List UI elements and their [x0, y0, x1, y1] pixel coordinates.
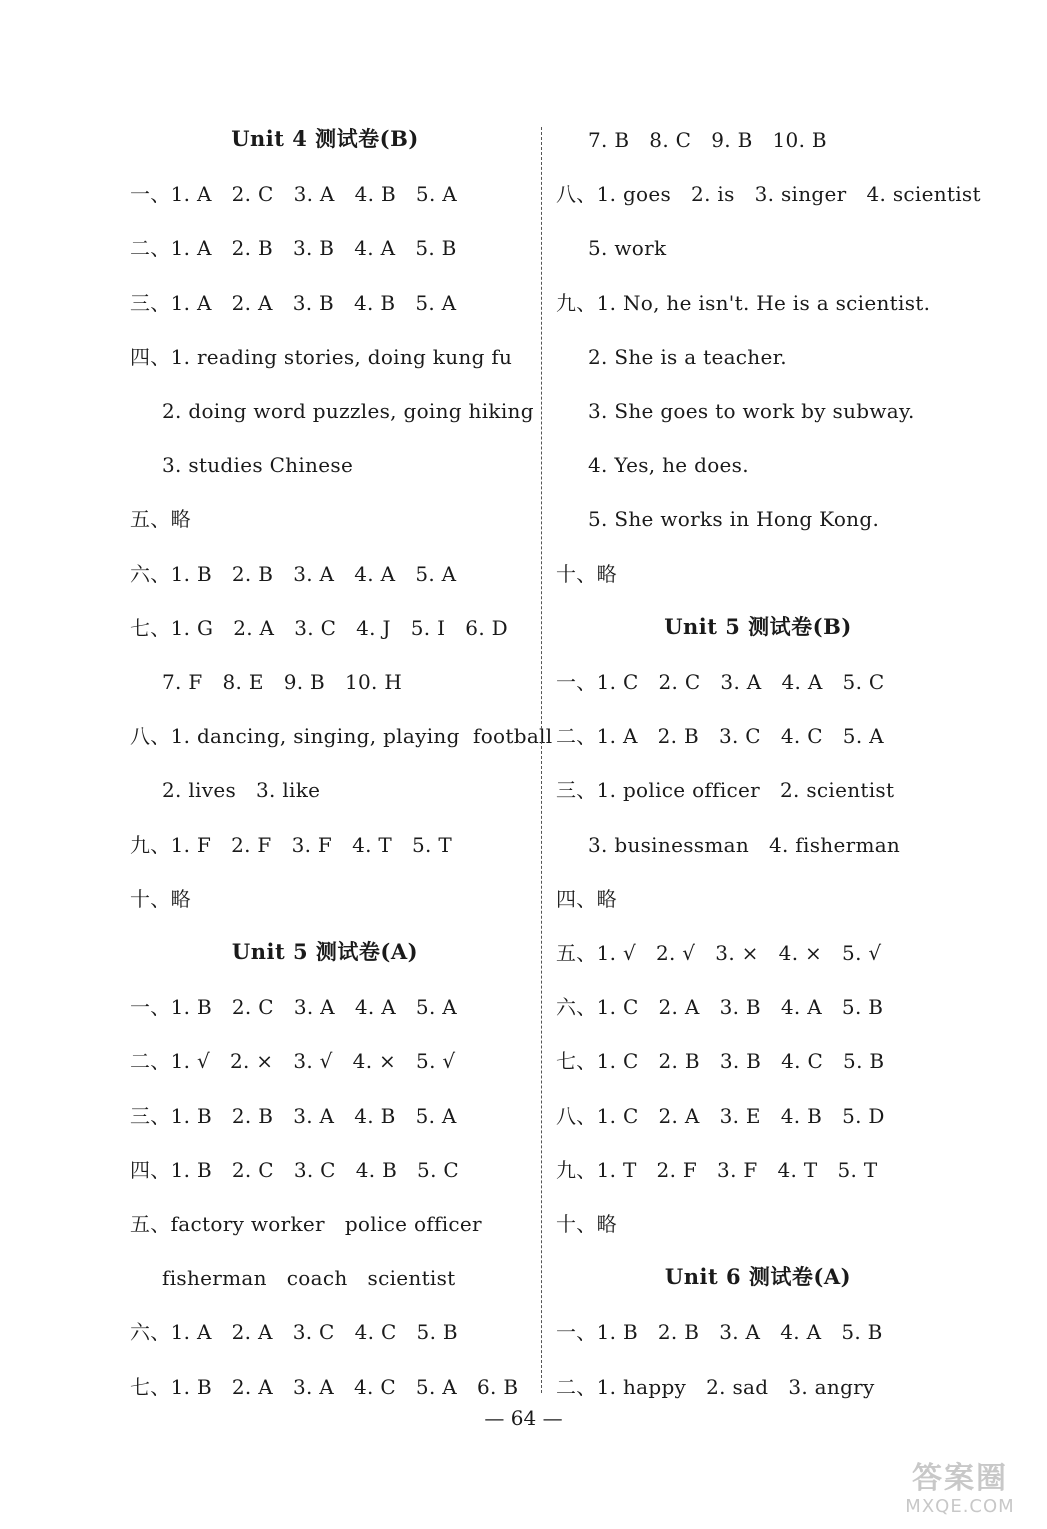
answer-line: 五、略 [130, 507, 191, 531]
answer-line: 二、1. happy 2. sad 3. angry [556, 1375, 875, 1399]
answer-line: 四、略 [556, 887, 617, 911]
answer-line: 二、1. √ 2. × 3. √ 4. × 5. √ [130, 1049, 456, 1073]
answer-line-continuation: 7. F 8. E 9. B 10. H [162, 670, 403, 694]
answer-line-continuation: 5. work [588, 236, 667, 260]
answer-line: 一、1. A 2. C 3. A 4. B 5. A [130, 182, 458, 206]
watermark-url: MXQE.COM [905, 1496, 1015, 1517]
answer-line-continuation: 3. businessman 4. fisherman [588, 833, 901, 857]
answer-line-continuation: 4. Yes, he does. [588, 453, 749, 477]
section-heading: Unit 5 测试卷(B) [664, 614, 852, 639]
site-watermark [880, 1462, 1040, 1524]
answer-line: 七、1. C 2. B 3. B 4. C 5. B [556, 1049, 885, 1073]
answer-line: 四、1. B 2. C 3. C 4. B 5. C [130, 1158, 459, 1182]
answer-line: 九、1. F 2. F 3. F 4. T 5. T [130, 833, 452, 857]
answer-line: 七、1. B 2. A 3. A 4. C 5. A 6. B [130, 1375, 519, 1399]
answer-line: 九、1. T 2. F 3. F 4. T 5. T [556, 1158, 878, 1182]
section-heading: Unit 5 测试卷(A) [231, 939, 419, 964]
answer-line: 六、1. C 2. A 3. B 4. A 5. B [556, 995, 884, 1019]
answer-line: 二、1. A 2. B 3. B 4. A 5. B [130, 236, 457, 260]
answer-line-continuation: 2. She is a teacher. [588, 345, 787, 369]
section-heading: Unit 4 测试卷(B) [231, 126, 419, 151]
answer-line: 一、1. C 2. C 3. A 4. A 5. C [556, 670, 885, 694]
column-divider [541, 127, 542, 1393]
answer-line: 五、1. √ 2. √ 3. × 4. × 5. √ [556, 941, 882, 965]
answer-line-continuation: 3. She goes to work by subway. [588, 399, 915, 423]
answer-line-continuation: 3. studies Chinese [162, 453, 354, 477]
answer-line-continuation: fisherman coach scientist [162, 1266, 456, 1290]
answer-line: 十、略 [556, 1212, 617, 1236]
answer-line-continuation: 7. B 8. C 9. B 10. B [588, 128, 827, 152]
answer-line: 二、1. A 2. B 3. C 4. C 5. A [556, 724, 884, 748]
answer-line: 七、1. G 2. A 3. C 4. J 5. I 6. D [130, 616, 508, 640]
watermark-logo-text: 答案圈 [912, 1461, 1008, 1496]
answer-line: 三、1. police officer 2. scientist [556, 778, 895, 802]
answer-line: 四、1. reading stories, doing kung fu [130, 345, 513, 369]
answer-line: 九、1. No, he isn't. He is a scientist. [556, 291, 931, 315]
answer-line: 八、1. C 2. A 3. E 4. B 5. D [556, 1104, 885, 1128]
answer-line: 十、略 [130, 887, 191, 911]
section-heading: Unit 6 测试卷(A) [664, 1264, 852, 1289]
answer-line-continuation: 2. doing word puzzles, going hiking [162, 399, 534, 423]
answer-line: 六、1. B 2. B 3. A 4. A 5. A [130, 562, 457, 586]
answer-line: 八、1. dancing, singing, playing football [130, 724, 553, 748]
answer-line: 十、略 [556, 562, 617, 586]
answer-line: 六、1. A 2. A 3. C 4. C 5. B [130, 1320, 458, 1344]
answer-line: 三、1. A 2. A 3. B 4. B 5. A [130, 291, 457, 315]
page-number: — 64 — [484, 1406, 563, 1430]
answer-line: 八、1. goes 2. is 3. singer 4. scientist [556, 182, 981, 206]
answer-line: 三、1. B 2. B 3. A 4. B 5. A [130, 1104, 457, 1128]
answer-line: 一、1. B 2. C 3. A 4. A 5. A [130, 995, 458, 1019]
answer-line-continuation: 2. lives 3. like [162, 778, 321, 802]
answer-line: 五、factory worker police officer [130, 1212, 482, 1236]
answer-line-continuation: 5. She works in Hong Kong. [588, 507, 880, 531]
answer-line: 一、1. B 2. B 3. A 4. A 5. B [556, 1320, 883, 1344]
